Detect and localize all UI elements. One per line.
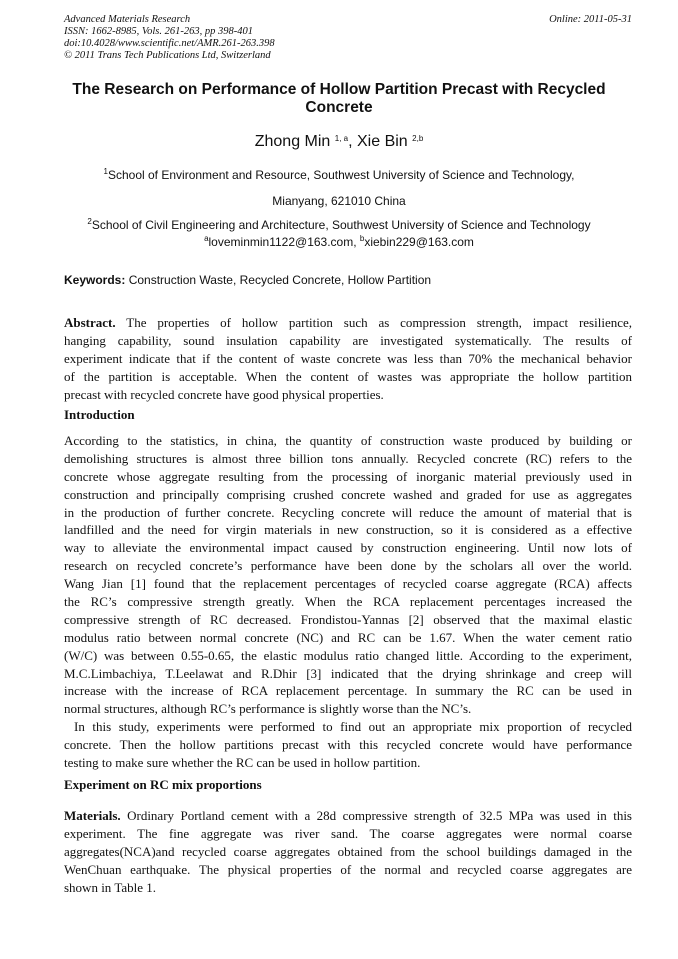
keywords-text: Construction Waste, Recycled Concrete, Hollow Partition <box>125 273 432 287</box>
doi: doi:10.4028/www.scientific.net/AMR.261-263.398 <box>64 38 275 49</box>
materials-line <box>64 807 632 825</box>
introduction-line: concrete whose aggregate resulting from the processing of inorganic material previously used in <box>64 468 632 484</box>
issn: ISSN: 1662-8985, Vols. 261-263, pp 398-401 <box>64 26 253 37</box>
keywords <box>64 273 431 287</box>
keywords-label: Keywords: <box>64 273 126 287</box>
affiliation-1 <box>0 168 678 183</box>
introduction-line: landfilled and the need for virgin materials in new construction, so it is considered as a effective <box>64 522 632 538</box>
journal-name: Advanced Materials Research <box>64 14 191 25</box>
materials-line: shown in Table 1. <box>64 879 157 895</box>
title-line: The Research on Performance of Hollow Partition Precast with Recycled <box>72 81 606 98</box>
materials-text: Ordinary Portland cement with a 28d compressive strength of 32.5 MPa was used in this <box>120 808 632 823</box>
author-sup: 2,b <box>412 134 424 143</box>
introduction-line: demolishing structures is almost three billion tons annually. Recycled concrete (RC) refers to the <box>64 450 632 466</box>
emails <box>0 235 678 250</box>
online-date: Online: 2011-05-31 <box>549 14 632 25</box>
paper-title <box>40 81 638 117</box>
affiliation-2 <box>0 218 678 233</box>
email-link[interactable]: xiebin229@163.com <box>364 235 474 249</box>
introduction-body <box>64 432 632 772</box>
aff-sup: 2 <box>87 217 92 226</box>
introduction-line: concrete. Then the hollow partitions precast with this recycled concrete would have performance <box>64 737 632 753</box>
aff-text: School of Civil Engineering and Architecture, Southwest University of Science and Technology <box>91 218 591 232</box>
introduction-line: compressive strength of RC decreased. Frondistou-Yannas [2] observed that the maximal elastic <box>64 611 632 627</box>
introduction-line: In this study, experiments were performed to find out an appropriate mix proportion of recycled <box>74 719 632 735</box>
author-sup: 1, a <box>334 134 349 143</box>
abstract-line: hanging capability, sound insulation capability are investigated systematically. The results of <box>64 332 632 348</box>
title-line: Concrete <box>305 99 373 116</box>
introduction-line: M.C.Limbachiya, T.Leelawat and R.Dhir [3] indicated that the drying shrinkage and creep will <box>64 665 632 681</box>
introduction-line: normal structures, although RC’s performance is slightly worse than the NC’s. <box>64 701 472 717</box>
abstract-line: of the partition is acceptable. When the content of wastes was appropriate the hollow partition <box>64 368 632 384</box>
introduction-line: (W/C) was between 0.55-0.65, the elastic modulus ratio changed little. According to the experiment, <box>64 647 632 663</box>
abstract-line: experiment indicate that if the content of waste concrete was less than 70% the mechanical behavior <box>64 350 632 366</box>
materials-label: Materials. <box>64 808 121 823</box>
introduction-line: modulus ratio between normal concrete (NC) and RC can be 1.67. When the water cement ratio <box>64 629 632 645</box>
introduction-line: in the production of further concrete. Recycling concrete will reduce the amount of material that is <box>64 504 632 520</box>
authors <box>0 132 678 152</box>
introduction-line: According to the statistics, in china, the quantity of construction waste produced by building or <box>64 433 632 448</box>
introduction-line: testing to make sure whether the RC can be used in hollow partition. <box>64 755 421 771</box>
introduction-line: increase with the increase of RCA replacement percentage. In summary the RC can be used in <box>64 683 632 699</box>
materials-line: experiment. The fine aggregate was river sand. The coarse aggregates were normal coarse <box>64 825 632 841</box>
author: Zhong Min <box>254 133 331 150</box>
abstract-label: Abstract. <box>64 315 116 330</box>
section-heading-experiment: Experiment on RC mix proportions <box>64 777 262 792</box>
journal-header <box>64 14 275 62</box>
abstract-line: precast with recycled concrete have good physical properties. <box>64 386 384 402</box>
author-sep: , <box>348 133 357 150</box>
email-sup: b <box>359 234 365 243</box>
introduction-line: construction and principally comprising crushed concrete washed and graded for use as aggregates <box>64 486 632 502</box>
introduction-line: Wang Jian [1] found that the replacement percentages of recycled coarse aggregate (RCA) affects <box>64 576 632 592</box>
section-heading-introduction: Introduction <box>64 407 135 422</box>
copyright: © 2011 Trans Tech Publications Ltd, Switzerland <box>64 50 271 61</box>
abstract-text: The properties of hollow partition such as compression strength, impact resilience, <box>115 315 632 330</box>
materials-line: WenChuan earthquake. The physical properties of the normal and recycled coarse aggregates are <box>64 861 632 877</box>
materials-line: aggregates(NCA)and recycled coarse aggregates obtained from the school buildings damaged in the <box>64 843 632 859</box>
aff-text: School of Environment and Resource, Southwest University of Science and Technology, <box>107 168 575 182</box>
abstract <box>64 314 632 403</box>
abstract-line <box>64 314 632 332</box>
aff-sup: 1 <box>103 167 108 176</box>
author: Xie Bin <box>357 133 408 150</box>
introduction-line: the RC’s compressive strength greatly. When the RCA replacement percentages increased the <box>64 594 632 610</box>
materials-paragraph <box>64 807 632 896</box>
email-sup: a <box>204 234 209 243</box>
introduction-line: research on recycled concrete’s performance have been done by the scholars all over the world. <box>64 558 632 574</box>
affiliation-1-city: Mianyang, 621010 China <box>272 194 406 208</box>
email-link[interactable]: loveminmin1122@163.com, <box>208 235 360 249</box>
introduction-line: way to alleviate the environmental impact caused by construction engineering. Until now lots of <box>64 540 632 556</box>
